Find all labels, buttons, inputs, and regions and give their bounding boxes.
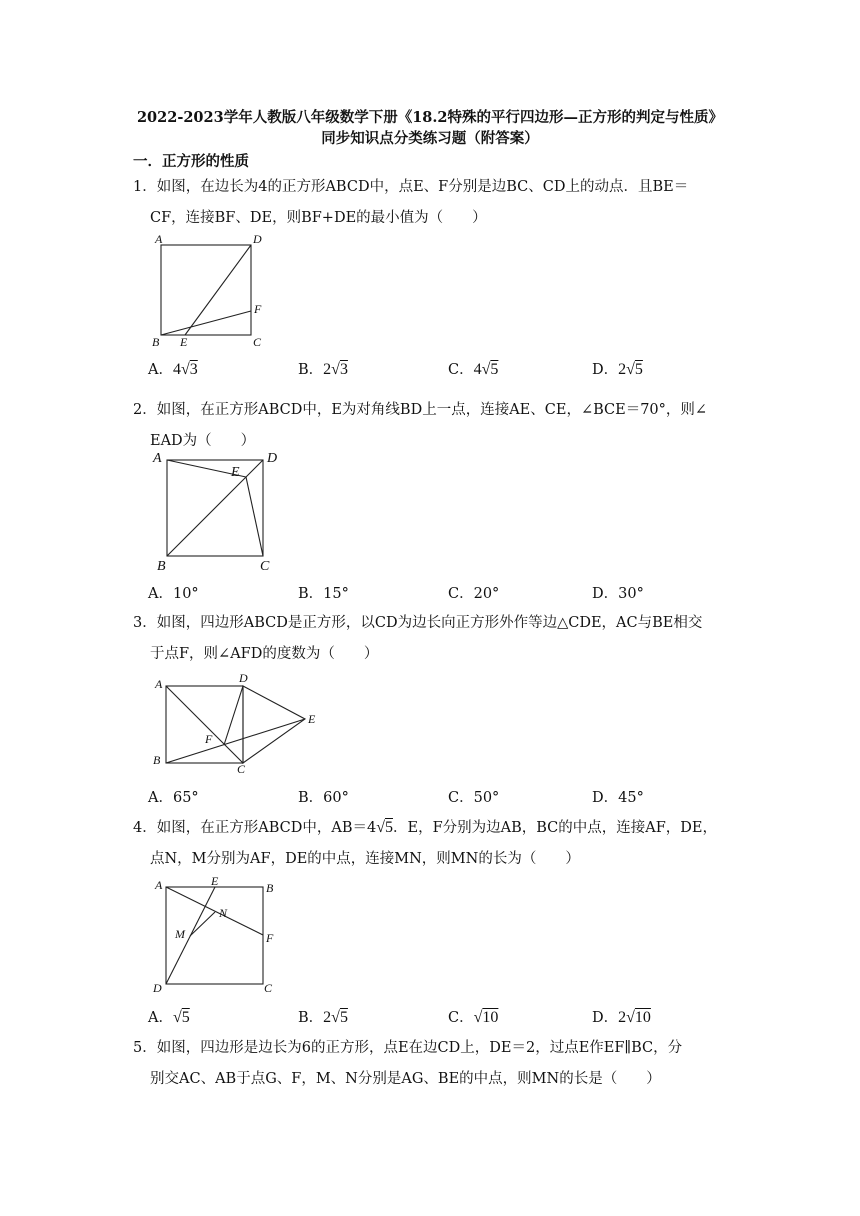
label-b: B xyxy=(157,559,166,574)
segment-be xyxy=(166,719,305,763)
section-title: 一．正方形的性质 xyxy=(133,153,249,170)
q2-option-d[interactable]: D．30° xyxy=(592,586,644,602)
question-3-line2: 于点F，则∠AFD的度数为（ ） xyxy=(150,646,379,662)
segment-mn xyxy=(190,912,215,936)
label-a: A xyxy=(153,451,162,466)
question-3-line1: 3．如图，四边形ABCD是正方形，以CD为边长向正方形外作等边△CDE，AC与BE相交 xyxy=(133,615,703,631)
q3-option-c[interactable]: C．50° xyxy=(448,790,500,806)
q3-option-a[interactable]: A．65° xyxy=(148,790,199,806)
figure-q2 xyxy=(145,445,290,575)
question-1-line2: CF，连接BF、DE，则BF+DE的最小值为（ ） xyxy=(150,210,487,226)
label-f: F xyxy=(266,931,274,945)
segment-de xyxy=(185,245,251,335)
square-abcd xyxy=(161,245,251,335)
q4-option-b[interactable]: B．2√5 xyxy=(298,1009,348,1026)
q1-option-c[interactable]: C．4√5 xyxy=(448,361,499,378)
label-b: B xyxy=(152,335,160,349)
label-e: E xyxy=(308,712,316,726)
label-e: E xyxy=(211,874,219,888)
question-2-line1: 2．如图，在正方形ABCD中，E为对角线BD上一点，连接AE、CE，∠BCE＝70°，则∠ xyxy=(133,402,708,418)
question-3 xyxy=(133,608,733,670)
q4-option-d[interactable]: D．2√10 xyxy=(592,1009,651,1026)
segment-ce xyxy=(246,477,263,556)
label-b: B xyxy=(153,753,161,767)
q2-option-c[interactable]: C．20° xyxy=(448,586,500,602)
label-a: A xyxy=(155,878,163,892)
question-5-line2: 别交AC、AB于点G、F，M、N分别是AG、BE的中点，则MN的长是（ ） xyxy=(150,1071,661,1087)
question-4-line1: 4．如图，在正方形ABCD中，AB＝4√5．E，F分别为边AB，BC的中点，连接AF，DE， xyxy=(133,819,718,836)
segment-bf xyxy=(161,311,251,335)
label-f: F xyxy=(254,302,262,316)
triangle-cde xyxy=(243,686,305,763)
label-c: C xyxy=(260,559,270,574)
question-1-line1: 1．如图，在边长为4的正方形ABCD中，点E、F分别是边BC、CD上的动点．且BE＝ xyxy=(133,179,689,195)
q3-option-b[interactable]: B．60° xyxy=(298,790,349,806)
segment-df xyxy=(224,686,243,745)
diagonal-bd xyxy=(167,460,263,556)
figure-q1 xyxy=(145,230,275,350)
label-c: C xyxy=(253,335,262,349)
q1-option-d[interactable]: D．2√5 xyxy=(592,361,643,378)
diagonal-ac xyxy=(166,686,243,763)
label-d: D xyxy=(153,981,162,995)
label-d: D xyxy=(253,232,262,246)
q1-option-b[interactable]: B．2√3 xyxy=(298,361,348,378)
q4-option-c[interactable]: C．√10 xyxy=(448,1009,499,1026)
question-5 xyxy=(133,1033,733,1095)
question-4-line2: 点N，M分别为AF，DE的中点，连接MN，则MN的长为（ ） xyxy=(150,851,580,867)
label-c: C xyxy=(264,981,273,995)
question-2-line2: EAD为（ ） xyxy=(150,433,256,449)
document-title-line1: 2022-2023学年人教版八年级数学下册《18.2特殊的平行四边形—正方形的判定与性质》 xyxy=(136,109,724,126)
label-e: E xyxy=(180,335,188,349)
label-c: C xyxy=(237,762,246,776)
figure-q3 xyxy=(145,668,330,778)
label-n: N xyxy=(219,906,228,920)
q3-option-d[interactable]: D．45° xyxy=(592,790,644,806)
q1-option-a[interactable]: A．4√3 xyxy=(148,361,198,378)
label-d: D xyxy=(239,671,248,685)
q2-option-b[interactable]: B．15° xyxy=(298,586,349,602)
document-title-line2: 同步知识点分类练习题（附答案） xyxy=(321,130,539,147)
label-f: F xyxy=(205,732,213,746)
label-a: A xyxy=(155,232,163,246)
label-d: D xyxy=(267,451,278,466)
q2-option-a[interactable]: A．10° xyxy=(148,586,199,602)
label-m: M xyxy=(175,927,185,941)
question-1 xyxy=(133,172,733,234)
label-b: B xyxy=(266,881,274,895)
label-e: E xyxy=(231,465,240,480)
q4-option-a[interactable]: A．√5 xyxy=(148,1009,190,1026)
question-5-line1: 5．如图，四边形是边长为6的正方形，点E在边CD上，DE＝2，过点E作EF∥BC，分 xyxy=(133,1040,683,1056)
question-4 xyxy=(133,812,733,875)
figure-q4 xyxy=(145,872,290,1002)
label-a: A xyxy=(155,677,163,691)
